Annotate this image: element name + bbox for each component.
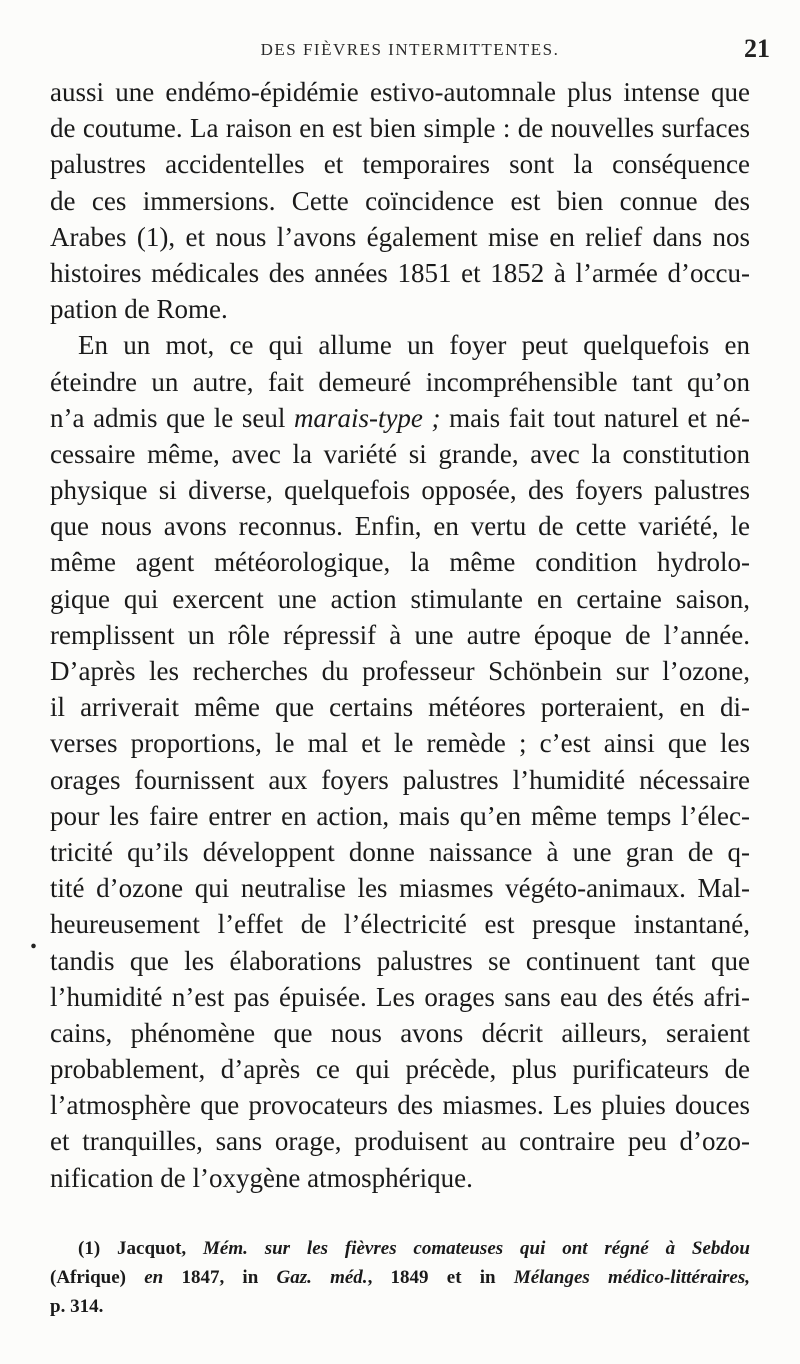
text-line: verses proportions, le mal et le remède ; c’est ainsi que les bbox=[50, 728, 750, 759]
text-line: l’humidité n’est pas épuisée. Les orages sans eau des étés afri- bbox=[50, 981, 750, 1012]
running-title: DES FIÈVRES INTERMITTENTES. bbox=[260, 40, 560, 59]
page-number: 21 bbox=[744, 34, 770, 63]
text-line: En un mot, ce qui allume un foyer peut quelquefois en bbox=[78, 330, 750, 361]
footnote-italic: Gaz. méd. bbox=[276, 1267, 368, 1288]
running-head bbox=[50, 34, 770, 66]
text-line: remplissent un rôle répressif à une autre époque de l’année. bbox=[50, 619, 750, 650]
text-line: Arabes (1), et nous l’avons également mise en relief dans nos bbox=[50, 221, 750, 252]
footnote-italic: Mélanges médico-littéraires, bbox=[513, 1267, 750, 1288]
text-line: heureusement l’effet de l’électricité est presque instantané, bbox=[50, 909, 750, 940]
text-line: tandis que les élaborations palustres se continuent tant que bbox=[50, 945, 750, 976]
text-line: pour les faire entrer en action, mais qu’en même temps l’élec- bbox=[50, 800, 750, 831]
text-line: il arriverait même que certains météores porteraient, en di- bbox=[50, 692, 750, 723]
footnote-line bbox=[50, 1263, 750, 1292]
footnote-italic: Mém. sur les fièvres comateuses qui ont régné à Sebdou bbox=[203, 1238, 750, 1259]
text-line: orages fournissent aux foyers palustres l’humidité nécessaire bbox=[50, 764, 750, 795]
text-line: nification de l’oxygène atmosphérique. bbox=[50, 1162, 473, 1193]
footnote-segment: (Afrique) bbox=[50, 1267, 145, 1288]
text-line: histoires médicales des années 1851 et 1852 à l’armée d’occu- bbox=[50, 257, 750, 288]
text-line: éteindre un autre, fait demeuré incompréhensible tant qu’on bbox=[50, 366, 750, 397]
text-line: cains, phénomène que nous avons décrit ailleurs, seraient bbox=[50, 1017, 750, 1048]
text-line: que nous avons reconnus. Enfin, en vertu de cette variété, le bbox=[50, 511, 750, 542]
text-line: cessaire même, avec la variété si grande, avec la constitution bbox=[50, 438, 750, 469]
paragraph-1 bbox=[50, 74, 750, 327]
text-line: de coutume. La raison en est bien simple : de nouvelles surfaces bbox=[50, 113, 750, 144]
text-line: pation de Rome. bbox=[50, 294, 228, 325]
text-line-with-italic bbox=[50, 400, 750, 436]
footnote-segment: 1847, in bbox=[163, 1267, 277, 1288]
paragraph-2 bbox=[50, 327, 750, 1196]
text-line: et tranquilles, sans orage, produisent au contraire peu d’ozo- bbox=[50, 1126, 750, 1157]
text-segment: n’a admis que le seul bbox=[50, 402, 294, 433]
footnote-line bbox=[50, 1234, 750, 1263]
text-segment: mais fait tout naturel et né- bbox=[440, 402, 751, 433]
text-line: aussi une endémo-épidémie estivo-automnale plus intense que bbox=[50, 77, 750, 107]
margin-mark: . bbox=[30, 924, 37, 955]
text-line: l’atmosphère que provocateurs des miasmes. Les pluies douces bbox=[50, 1090, 750, 1121]
italic-term: marais-type ; bbox=[293, 402, 441, 433]
text-line: de ces immersions. Cette coïncidence est bien connue des bbox=[50, 185, 750, 216]
text-line: même agent météorologique, la même condition hydrolo- bbox=[50, 547, 750, 578]
text-line: probablement, d’après ce qui précède, plus purificateurs de bbox=[50, 1054, 750, 1085]
text-line: gique qui exercent une action stimulante en certaine saison, bbox=[50, 583, 750, 614]
text-line: palustres accidentelles et temporaires sont la conséquence bbox=[50, 149, 750, 180]
text-line: physique si diverse, quelquefois opposée, des foyers palustres bbox=[50, 475, 750, 506]
body-text bbox=[50, 74, 750, 1196]
text-line: tité d’ozone qui neutralise les miasmes végéto-animaux. Mal- bbox=[50, 873, 750, 904]
footnote-segment: (1) Jacquot, bbox=[78, 1238, 204, 1259]
footnote bbox=[50, 1234, 750, 1321]
footnote-italic: en bbox=[144, 1267, 164, 1288]
footnote-segment: , 1849 et in bbox=[367, 1267, 514, 1288]
footnote-line: p. 314. bbox=[50, 1296, 104, 1317]
text-line: tricité qu’ils développent donne naissance à une gran de q- bbox=[50, 836, 750, 867]
text-line: D’après les recherches du professeur Schönbein sur l’ozone, bbox=[50, 656, 750, 686]
